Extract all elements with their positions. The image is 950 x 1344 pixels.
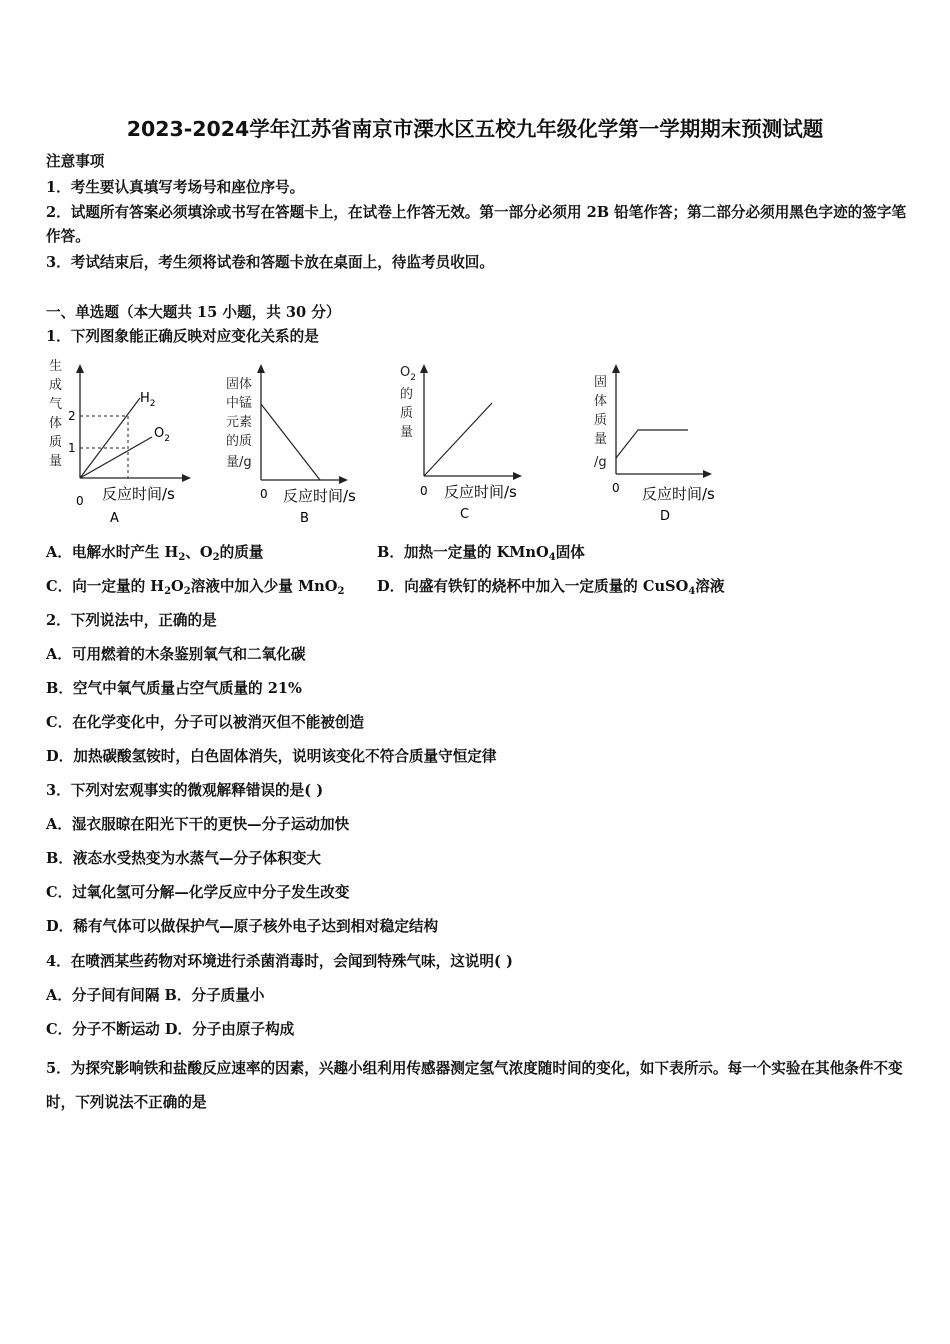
graph-a-ylabel-2: 成 (49, 378, 63, 393)
graph-c-line (424, 403, 492, 476)
graph-d-xlabel: 反应时间/s (642, 485, 715, 503)
graph-a-origin: 0 (76, 494, 84, 508)
graph-b-origin: 0 (260, 487, 268, 501)
graph-c-ylabel-o2: $O_2$ (400, 365, 416, 383)
graph-b-ylabel-5: 量/g (226, 455, 252, 470)
graph-a-line-h2 (80, 398, 140, 478)
graph-a-label-o2: $O_2$ (154, 426, 170, 444)
graph-d (590, 356, 755, 528)
graph-a-ylabel-4: 体 (49, 416, 63, 431)
graph-a-x-arrow (182, 474, 191, 482)
graph-a-ylabel-3: 气 (49, 397, 63, 412)
graph-c (398, 356, 558, 526)
graph-b-ylabel-4: 的质 (226, 434, 253, 449)
graph-b-ylabel-3: 元素 (226, 415, 253, 430)
notice-heading: 注意事项 (46, 153, 105, 170)
graph-a-tick-1: 1 (68, 441, 76, 455)
graph-c-y-arrow (420, 364, 428, 373)
q2-stem: 2．下列说法中，正确的是 (46, 612, 217, 629)
q1-option-b: B．加热一定量的 KMnO$_4$固体 (377, 544, 585, 563)
graph-b-line (261, 404, 320, 480)
q3-option-d: D．稀有气体可以做保护气—原子核外电子达到相对稳定结构 (46, 918, 439, 935)
graph-d-line (616, 430, 688, 458)
graph-a-xlabel: 反应时间/s (102, 485, 175, 503)
q3-option-b: B．液态水受热变为水蒸气—分子体积变大 (46, 850, 322, 867)
graph-c-x-arrow (513, 472, 522, 480)
graph-d-origin: 0 (612, 481, 620, 495)
notice-item-1: 1．考生要认真填写考场号和座位序号。 (46, 179, 305, 196)
q3-option-a: A．湿衣服晾在阳光下干的更快—分子运动加快 (46, 816, 350, 833)
graph-d-ylabel-5: /g (594, 455, 607, 470)
q2-option-d: D．加热碳酸氢铵时，白色固体消失，说明该变化不符合质量守恒定律 (46, 748, 497, 765)
graph-c-origin: 0 (420, 484, 428, 498)
graph-c-xlabel: 反应时间/s (444, 483, 517, 501)
graph-a-ylabel-6: 量 (49, 454, 63, 469)
graph-a-y-arrow (76, 364, 84, 373)
graph-a-line-o2 (80, 437, 152, 478)
graph-c-caption: C (460, 507, 470, 522)
q2-option-a: A．可用燃着的木条鉴别氧气和二氧化碳 (46, 646, 306, 663)
graph-b-x-arrow (339, 476, 348, 484)
graph-b-y-arrow (257, 364, 265, 373)
q4-options-cd: C．分子不断运动 D．分子由原子构成 (46, 1021, 295, 1038)
graph-a-ylabel-1: 生 (49, 359, 63, 374)
q1-option-d: D．向盛有铁钉的烧杯中加入一定质量的 CuSO$_4$溶液 (377, 578, 725, 597)
q2-option-c: C．在化学变化中，分子可以被消灭但不能被创造 (46, 714, 365, 731)
q5-stem: 5．为探究影响铁和盐酸反应速率的因素，兴趣小组利用传感器测定氢气浓度随时间的变化，如下表所示。每一个实验在其他条件不变时，下列说法不正确的是 (46, 1060, 903, 1111)
graph-b (224, 358, 389, 528)
q3-stem: 3．下列对宏观事实的微观解释错误的是( ) (46, 782, 324, 799)
graph-b-ylabel-2: 中锰 (226, 396, 253, 411)
notice-item-2: 2．试题所有答案必须填涂或书写在答题卡上，在试卷上作答无效。第一部分必须用 2B 铅笔作答；第二部分必须用黑色字迹的签字笔作答。 (46, 204, 907, 245)
graph-c-ylabel-1: 的 (400, 387, 414, 402)
graph-c-ylabel-2: 质 (400, 406, 414, 421)
graph-d-ylabel-4: 量 (594, 432, 608, 447)
q4-options-ab: A．分子间有间隔 B．分子质量小 (46, 987, 265, 1004)
graph-b-caption: B (300, 511, 309, 526)
graph-c-ylabel-3: 量 (400, 425, 414, 440)
graph-d-x-arrow (703, 470, 712, 478)
graph-d-y-arrow (612, 364, 620, 373)
graph-d-ylabel-3: 质 (594, 413, 608, 428)
graph-a (44, 356, 219, 528)
q1-option-c: C．向一定量的 $H_2O_2$溶液中加入少量 MnO$_2$ (46, 578, 345, 597)
q4-stem: 4．在喷洒某些药物对环境进行杀菌消毒时，会闻到特殊气味，这说明( ) (46, 953, 513, 970)
q1-option-a: A．电解水时产生 $H_2$、$O_2$的质量 (46, 544, 264, 563)
graph-d-ylabel-2: 体 (594, 394, 608, 409)
graph-a-caption: A (110, 511, 119, 526)
graph-d-ylabel-1: 固 (594, 375, 608, 390)
graph-b-ylabel-1: 固体 (226, 377, 253, 392)
page-title: 2023-2024学年江苏省南京市溧水区五校九年级化学第一学期期末预测试题 (126, 117, 824, 141)
notice-item-3: 3．考试结束后，考生须将试卷和答题卡放在桌面上，待监考员收回。 (46, 254, 494, 271)
q3-option-c: C．过氧化氢可分解—化学反应中分子发生改变 (46, 884, 350, 901)
graph-a-label-h2: $H_2$ (140, 391, 156, 409)
section-heading: 一、单选题（本大题共 15 小题，共 30 分） (46, 304, 341, 321)
graph-b-xlabel: 反应时间/s (283, 487, 356, 505)
graph-a-tick-2: 2 (68, 409, 76, 423)
graph-d-caption: D (660, 509, 671, 524)
graph-a-ylabel-5: 质 (49, 435, 63, 450)
q1-stem: 1．下列图象能正确反映对应变化关系的是 (46, 328, 319, 345)
q2-option-b: B．空气中氧气质量占空气质量的 21% (46, 680, 302, 697)
